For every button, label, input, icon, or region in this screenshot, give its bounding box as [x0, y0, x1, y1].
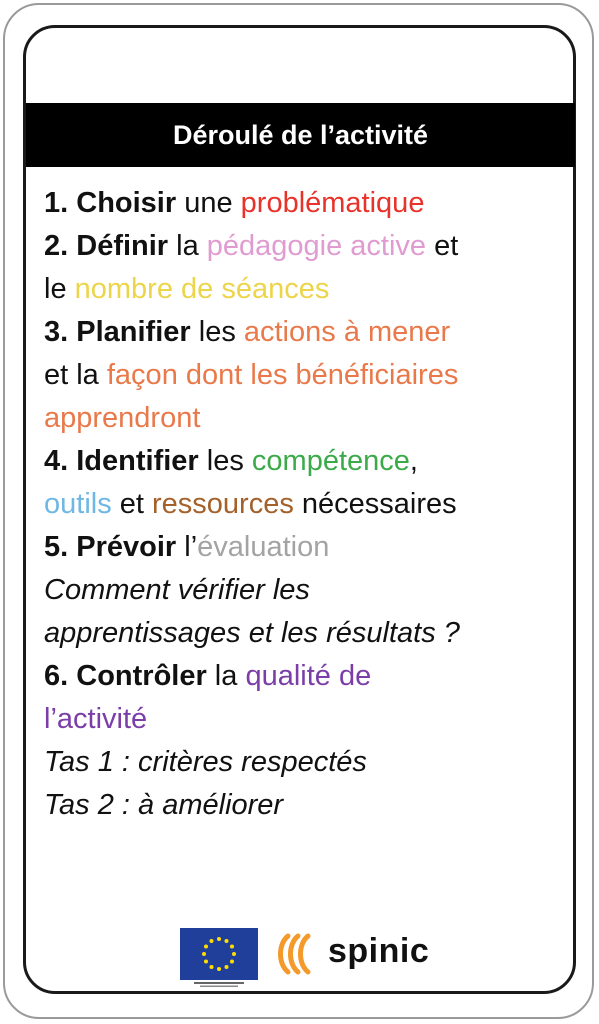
step-4-highlight-skills: compétence	[251, 445, 410, 477]
step-2-highlight-sessions: nombre de séances	[74, 273, 330, 305]
footer-logos	[180, 928, 460, 990]
step-3-highlight-actions: actions à mener	[243, 316, 451, 348]
step-2-text-and: et	[426, 230, 459, 262]
step-1-highlight: problématique	[240, 187, 425, 219]
spinic-logo-icon	[274, 930, 322, 978]
step-2-line-2	[44, 268, 564, 311]
step-3-text: les	[190, 316, 244, 348]
step-1-number: 1.	[44, 187, 77, 219]
step-6-number: 6.	[44, 660, 77, 692]
step-5-verb: Prévoir	[76, 531, 177, 563]
step-5-highlight-evaluation: évaluation	[197, 531, 330, 563]
step-3-highlight-learn: apprendront	[44, 402, 201, 434]
step-2-highlight-pedagogy: pédagogie active	[206, 230, 427, 262]
step-4-text-needed: nécessaires	[293, 488, 457, 520]
page-title: Déroulé de l’activité	[172, 119, 429, 150]
step-3-number: 3.	[44, 316, 77, 348]
step-3-verb: Planifier	[76, 316, 191, 348]
step-3-text-etla: et la	[44, 359, 107, 391]
step-1-verb: Choisir	[76, 187, 177, 219]
step-6-highlight-quality: qualité de	[245, 660, 372, 692]
eu-flag-icon	[180, 928, 258, 980]
step-1-line-1	[44, 182, 564, 225]
step-3-line-3	[44, 397, 564, 440]
step-4-text: les	[198, 445, 252, 477]
step-3-line-2	[44, 354, 564, 397]
step-1-text: une	[176, 187, 241, 219]
brand-name: spinic	[328, 932, 430, 970]
step-6-text: la	[206, 660, 246, 692]
step-5-line-1	[44, 526, 564, 569]
step-4-highlight-tools: outils	[44, 488, 112, 520]
step-4-line-2	[44, 483, 564, 526]
step-6-highlight-activity: l’activité	[44, 703, 148, 735]
step-6-line-1	[44, 655, 564, 698]
step-2-number: 2.	[44, 230, 77, 262]
step-5-number: 5.	[44, 531, 77, 563]
step-2-text: la	[168, 230, 207, 262]
step-4-number: 4.	[44, 445, 77, 477]
step-4-comma: ,	[409, 445, 418, 477]
step-6-line-2	[44, 698, 564, 741]
step-2-verb: Définir	[76, 230, 169, 262]
step-4-highlight-resources: ressources	[152, 488, 294, 520]
eu-caption-icon	[180, 982, 258, 988]
step-3-highlight-beneficiaries: façon dont les bénéficiaires	[106, 359, 459, 391]
step-5-text: l’	[176, 531, 198, 563]
step-5-question-line-1: Comment vérifier les	[44, 574, 310, 606]
step-6-pile-2: Tas 2 : à améliorer	[44, 789, 284, 821]
step-4-verb: Identifier	[76, 445, 199, 477]
steps-list	[44, 182, 564, 827]
step-4-text-and: et	[111, 488, 153, 520]
step-5-question-line-2: apprentissages et les résultats ?	[44, 617, 460, 649]
step-4-line-1	[44, 440, 564, 483]
step-6-verb: Contrôler	[76, 660, 207, 692]
step-2-line-1	[44, 225, 564, 268]
step-6-pile-1: Tas 1 : critères respectés	[44, 746, 367, 778]
step-3-line-1	[44, 311, 564, 354]
title-bar	[26, 103, 575, 167]
step-2-text-le: le	[44, 273, 75, 305]
